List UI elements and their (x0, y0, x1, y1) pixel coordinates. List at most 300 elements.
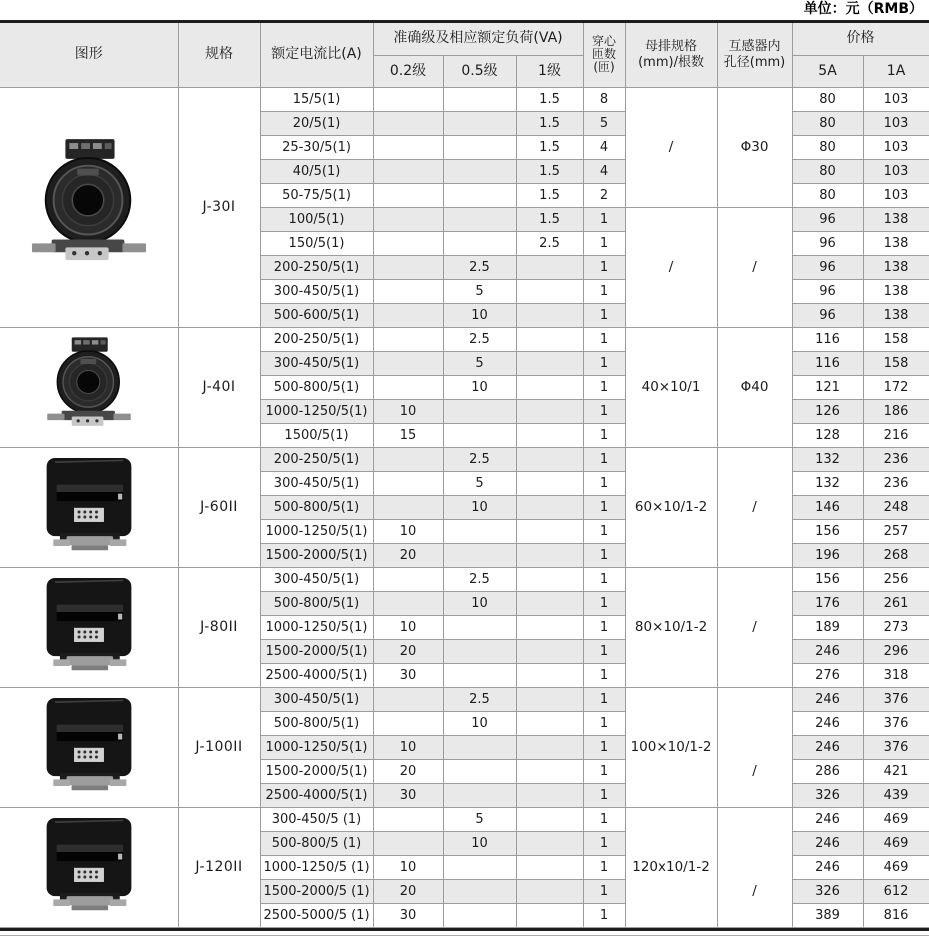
cell-price-5a: 246 (792, 639, 863, 663)
unit-note: 单位：元（RMB） (803, 1, 923, 17)
cell-price-1a: 138 (863, 303, 929, 327)
cell-class-0-2 (373, 591, 443, 615)
cell-price-1a: 138 (863, 231, 929, 255)
col-header-current-ratio: 额定电流比(A) (260, 23, 373, 87)
col-header-price: 价格 (792, 23, 929, 55)
cell-price-1a: 103 (863, 159, 929, 183)
cell-class-0-5 (443, 87, 516, 111)
cell-class-0-5 (443, 231, 516, 255)
cell-turns: 1 (583, 615, 625, 639)
cell-class-1 (516, 255, 583, 279)
col-header-class-0-2: 0.2级 (373, 55, 443, 87)
cell-price-5a: 286 (792, 759, 863, 783)
cell-turns: 1 (583, 567, 625, 591)
cell-class-0-2: 20 (373, 879, 443, 903)
cell-class-1 (516, 519, 583, 543)
cell-aperture: Φ40 (717, 327, 792, 447)
cell-class-0-5: 2.5 (443, 327, 516, 351)
cell-price-1a: 103 (863, 135, 929, 159)
cell-price-5a: 116 (792, 327, 863, 351)
cell-class-0-2 (373, 159, 443, 183)
cell-current-ratio: 500-600/5(1) (260, 303, 373, 327)
col-header-price-5a: 5A (792, 55, 863, 87)
cell-price-5a: 276 (792, 663, 863, 687)
cell-class-0-5: 2.5 (443, 567, 516, 591)
cell-current-ratio: 25-30/5(1) (260, 135, 373, 159)
cell-class-0-2 (373, 831, 443, 855)
cell-price-5a: 80 (792, 135, 863, 159)
cell-class-0-2 (373, 375, 443, 399)
cell-class-1 (516, 495, 583, 519)
cell-class-1: 1.5 (516, 207, 583, 231)
cell-class-1 (516, 735, 583, 759)
cell-class-0-2: 10 (373, 399, 443, 423)
cell-price-5a: 96 (792, 303, 863, 327)
cell-class-0-2 (373, 567, 443, 591)
cell-class-1 (516, 543, 583, 567)
cell-price-5a: 96 (792, 255, 863, 279)
cell-class-0-5 (443, 519, 516, 543)
cell-price-1a: 296 (863, 639, 929, 663)
col-header-image: 图形 (0, 23, 178, 87)
cell-turns: 1 (583, 447, 625, 471)
cell-price-5a: 126 (792, 399, 863, 423)
cell-price-5a: 121 (792, 375, 863, 399)
cell-class-1 (516, 711, 583, 735)
cell-current-ratio: 1500-2000/5(1) (260, 543, 373, 567)
cell-class-0-5 (443, 735, 516, 759)
cell-class-0-5 (443, 615, 516, 639)
cell-price-1a: 268 (863, 543, 929, 567)
cell-turns: 1 (583, 591, 625, 615)
cell-price-1a: 261 (863, 591, 929, 615)
cell-price-5a: 96 (792, 279, 863, 303)
product-price-table (0, 23, 929, 928)
cell-price-5a: 176 (792, 591, 863, 615)
col-header-spec: 规格 (178, 23, 260, 87)
cell-class-1 (516, 399, 583, 423)
cell-class-0-5 (443, 399, 516, 423)
cell-price-1a: 816 (863, 903, 929, 927)
cell-price-5a: 132 (792, 447, 863, 471)
spec-label: J-40I (178, 327, 260, 447)
cell-class-1 (516, 327, 583, 351)
cell-aperture: / (717, 567, 792, 687)
cell-aperture: Φ30 (717, 87, 792, 207)
product-photo-J-80II (0, 567, 178, 687)
cell-class-0-2 (373, 807, 443, 831)
cell-class-0-5: 10 (443, 375, 516, 399)
col-header-busbar: 母排规格 (mm)/根数 (625, 23, 717, 87)
cell-current-ratio: 200-250/5(1) (260, 327, 373, 351)
cell-class-0-2: 30 (373, 903, 443, 927)
cell-class-1 (516, 903, 583, 927)
cell-price-1a: 172 (863, 375, 929, 399)
cell-price-5a: 189 (792, 615, 863, 639)
cell-class-0-5: 10 (443, 591, 516, 615)
cell-price-1a: 248 (863, 495, 929, 519)
cell-price-1a: 103 (863, 111, 929, 135)
cell-turns: 1 (583, 207, 625, 231)
cell-price-1a: 469 (863, 831, 929, 855)
cell-class-0-5 (443, 111, 516, 135)
cell-class-0-5 (443, 423, 516, 447)
cell-busbar-spec: / (625, 207, 717, 327)
cell-price-5a: 246 (792, 711, 863, 735)
cell-class-0-5: 5 (443, 471, 516, 495)
cell-class-0-5 (443, 639, 516, 663)
cell-turns: 4 (583, 135, 625, 159)
header-row-1 (0, 23, 929, 55)
cell-price-5a: 96 (792, 231, 863, 255)
cell-price-1a: 186 (863, 399, 929, 423)
cell-turns: 1 (583, 471, 625, 495)
cell-current-ratio: 15/5(1) (260, 87, 373, 111)
cell-price-1a: 318 (863, 663, 929, 687)
cell-turns: 1 (583, 663, 625, 687)
cell-current-ratio: 100/5(1) (260, 207, 373, 231)
cell-class-0-5 (443, 903, 516, 927)
cell-current-ratio: 2500-4000/5(1) (260, 783, 373, 807)
cell-class-0-5 (443, 135, 516, 159)
spec-label: J-100II (178, 687, 260, 807)
cell-class-0-5: 2.5 (443, 687, 516, 711)
cell-current-ratio: 200-250/5(1) (260, 255, 373, 279)
cell-class-0-2: 15 (373, 423, 443, 447)
cell-current-ratio: 200-250/5(1) (260, 447, 373, 471)
cell-class-1: 1.5 (516, 111, 583, 135)
cell-turns: 1 (583, 711, 625, 735)
col-header-price-1a: 1A (863, 55, 929, 87)
table-row (0, 807, 929, 831)
transformer-photo-square (33, 693, 145, 801)
cell-class-1 (516, 663, 583, 687)
cell-class-0-2: 20 (373, 543, 443, 567)
cell-price-1a: 257 (863, 519, 929, 543)
cell-class-1 (516, 615, 583, 639)
cell-class-1 (516, 471, 583, 495)
cell-class-0-2 (373, 687, 443, 711)
cell-class-1 (516, 375, 583, 399)
cell-price-1a: 612 (863, 879, 929, 903)
cell-class-1 (516, 423, 583, 447)
cell-current-ratio: 1500-2000/5 (1) (260, 879, 373, 903)
cell-class-0-5: 5 (443, 807, 516, 831)
cell-price-5a: 80 (792, 159, 863, 183)
cell-class-1 (516, 879, 583, 903)
cell-price-5a: 80 (792, 87, 863, 111)
cell-price-5a: 156 (792, 519, 863, 543)
cell-class-1 (516, 591, 583, 615)
cell-class-1: 1.5 (516, 135, 583, 159)
cell-class-1 (516, 639, 583, 663)
col-header-class-0-5: 0.5级 (443, 55, 516, 87)
cell-current-ratio: 1500-2000/5(1) (260, 639, 373, 663)
cell-current-ratio: 2500-5000/5 (1) (260, 903, 373, 927)
cell-current-ratio: 1000-1250/5(1) (260, 519, 373, 543)
cell-turns: 8 (583, 87, 625, 111)
cell-turns: 1 (583, 279, 625, 303)
cell-class-0-2 (373, 471, 443, 495)
cell-current-ratio: 300-450/5(1) (260, 471, 373, 495)
cell-class-0-2 (373, 303, 443, 327)
table-row (0, 447, 929, 471)
cell-class-1 (516, 447, 583, 471)
cell-class-0-2: 20 (373, 639, 443, 663)
cell-aperture: / (717, 687, 792, 807)
cell-price-5a: 80 (792, 183, 863, 207)
cell-current-ratio: 2500-4000/5(1) (260, 663, 373, 687)
cell-class-0-5 (443, 183, 516, 207)
cell-class-0-2: 10 (373, 735, 443, 759)
cell-turns: 1 (583, 423, 625, 447)
cell-class-0-2: 10 (373, 615, 443, 639)
cell-turns: 1 (583, 879, 625, 903)
cell-price-5a: 196 (792, 543, 863, 567)
cell-price-1a: 469 (863, 807, 929, 831)
cell-current-ratio: 300-450/5(1) (260, 567, 373, 591)
cell-price-5a: 246 (792, 807, 863, 831)
cell-price-5a: 146 (792, 495, 863, 519)
product-photo-J-120II (0, 807, 178, 927)
cell-current-ratio: 300-450/5(1) (260, 687, 373, 711)
cell-class-1: 1.5 (516, 183, 583, 207)
cell-class-0-5: 10 (443, 831, 516, 855)
cell-current-ratio: 1000-1250/5(1) (260, 615, 373, 639)
cell-class-0-2 (373, 111, 443, 135)
cell-busbar-spec: 120x10/1-2 (625, 807, 717, 927)
cell-busbar-spec: 80×10/1-2 (625, 567, 717, 687)
cell-current-ratio: 1000-1250/5 (1) (260, 855, 373, 879)
col-header-class-1: 1级 (516, 55, 583, 87)
cell-current-ratio: 40/5(1) (260, 159, 373, 183)
cell-price-1a: 439 (863, 783, 929, 807)
cell-price-5a: 156 (792, 567, 863, 591)
cell-price-5a: 116 (792, 351, 863, 375)
table-body (0, 87, 929, 927)
cell-turns: 1 (583, 639, 625, 663)
cell-current-ratio: 1000-1250/5(1) (260, 399, 373, 423)
table-row (0, 327, 929, 351)
transformer-photo-square (33, 573, 145, 681)
cell-price-1a: 103 (863, 87, 929, 111)
page-bottom-rule (0, 935, 929, 936)
cell-turns: 1 (583, 807, 625, 831)
cell-current-ratio: 150/5(1) (260, 231, 373, 255)
cell-class-0-2 (373, 183, 443, 207)
cell-class-0-2 (373, 351, 443, 375)
cell-busbar-spec: / (625, 87, 717, 207)
cell-class-1: 1.5 (516, 159, 583, 183)
cell-class-0-5 (443, 159, 516, 183)
cell-class-0-5 (443, 783, 516, 807)
cell-class-0-5 (443, 543, 516, 567)
cell-price-1a: 138 (863, 207, 929, 231)
cell-current-ratio: 300-450/5(1) (260, 279, 373, 303)
table-row (0, 87, 929, 111)
cell-turns: 1 (583, 735, 625, 759)
cell-price-1a: 103 (863, 183, 929, 207)
cell-price-1a: 421 (863, 759, 929, 783)
cell-class-0-5 (443, 855, 516, 879)
cell-price-5a: 326 (792, 783, 863, 807)
cell-turns: 1 (583, 351, 625, 375)
cell-price-1a: 273 (863, 615, 929, 639)
cell-class-0-2 (373, 447, 443, 471)
spec-label: J-60II (178, 447, 260, 567)
cell-class-1 (516, 279, 583, 303)
cell-class-0-5 (443, 879, 516, 903)
cell-class-1: 1.5 (516, 87, 583, 111)
cell-class-0-2: 30 (373, 663, 443, 687)
spec-label: J-120II (178, 807, 260, 927)
product-photo-J-30I (0, 87, 178, 327)
cell-class-0-2 (373, 87, 443, 111)
cell-class-0-5 (443, 759, 516, 783)
cell-price-5a: 246 (792, 687, 863, 711)
cell-class-0-2 (373, 255, 443, 279)
table-row (0, 567, 929, 591)
cell-turns: 1 (583, 903, 625, 927)
cell-current-ratio: 500-800/5(1) (260, 495, 373, 519)
cell-current-ratio: 300-450/5(1) (260, 351, 373, 375)
cell-class-0-5: 10 (443, 711, 516, 735)
table-row (0, 687, 929, 711)
cell-price-5a: 246 (792, 735, 863, 759)
cell-class-1 (516, 759, 583, 783)
cell-price-1a: 256 (863, 567, 929, 591)
cell-class-0-2: 30 (373, 783, 443, 807)
table-header (0, 23, 929, 87)
product-photo-J-60II (0, 447, 178, 567)
cell-turns: 1 (583, 255, 625, 279)
cell-turns: 1 (583, 783, 625, 807)
cell-turns: 1 (583, 399, 625, 423)
cell-class-0-5: 2.5 (443, 447, 516, 471)
cell-price-5a: 246 (792, 855, 863, 879)
cell-turns: 1 (583, 519, 625, 543)
table-frame (0, 20, 929, 931)
cell-class-0-2 (373, 231, 443, 255)
cell-class-1 (516, 831, 583, 855)
cell-current-ratio: 500-800/5(1) (260, 591, 373, 615)
cell-price-1a: 158 (863, 351, 929, 375)
cell-price-5a: 96 (792, 207, 863, 231)
cell-class-1 (516, 783, 583, 807)
cell-price-5a: 80 (792, 111, 863, 135)
cell-class-0-5: 5 (443, 279, 516, 303)
cell-class-1 (516, 807, 583, 831)
cell-price-5a: 389 (792, 903, 863, 927)
col-header-turns: 穿心 匝数 (匝) (583, 23, 625, 87)
cell-price-5a: 246 (792, 831, 863, 855)
cell-class-0-5: 5 (443, 351, 516, 375)
cell-price-1a: 376 (863, 711, 929, 735)
cell-price-1a: 376 (863, 687, 929, 711)
cell-aperture: / (717, 207, 792, 327)
cell-price-5a: 128 (792, 423, 863, 447)
cell-current-ratio: 20/5(1) (260, 111, 373, 135)
cell-class-0-2: 10 (373, 855, 443, 879)
cell-turns: 1 (583, 687, 625, 711)
cell-class-1 (516, 855, 583, 879)
cell-turns: 1 (583, 759, 625, 783)
cell-price-5a: 132 (792, 471, 863, 495)
transformer-photo-round (30, 133, 148, 281)
cell-current-ratio: 500-800/5(1) (260, 375, 373, 399)
cell-class-1 (516, 687, 583, 711)
cell-price-1a: 216 (863, 423, 929, 447)
cell-busbar-spec: 100×10/1-2 (625, 687, 717, 807)
cell-class-0-2 (373, 495, 443, 519)
cell-turns: 1 (583, 543, 625, 567)
cell-class-0-2: 20 (373, 759, 443, 783)
transformer-photo-round (45, 333, 133, 441)
cell-turns: 4 (583, 159, 625, 183)
cell-class-1 (516, 567, 583, 591)
cell-current-ratio: 1500/5(1) (260, 423, 373, 447)
cell-class-0-2 (373, 207, 443, 231)
cell-busbar-spec: 40×10/1 (625, 327, 717, 447)
cell-aperture: / (717, 807, 792, 927)
cell-price-1a: 236 (863, 471, 929, 495)
cell-turns: 1 (583, 495, 625, 519)
cell-class-0-2 (373, 279, 443, 303)
cell-turns: 5 (583, 111, 625, 135)
cell-class-0-2: 10 (373, 519, 443, 543)
cell-price-1a: 158 (863, 327, 929, 351)
product-photo-J-40I (0, 327, 178, 447)
cell-price-1a: 469 (863, 855, 929, 879)
cell-class-0-5: 2.5 (443, 255, 516, 279)
cell-turns: 1 (583, 855, 625, 879)
cell-price-1a: 138 (863, 255, 929, 279)
cell-busbar-spec: 60×10/1-2 (625, 447, 717, 567)
cell-class-1: 2.5 (516, 231, 583, 255)
cell-price-5a: 326 (792, 879, 863, 903)
cell-aperture: / (717, 447, 792, 567)
cell-turns: 2 (583, 183, 625, 207)
cell-current-ratio: 1000-1250/5(1) (260, 735, 373, 759)
cell-current-ratio: 500-800/5 (1) (260, 831, 373, 855)
cell-current-ratio: 300-450/5 (1) (260, 807, 373, 831)
cell-price-1a: 376 (863, 735, 929, 759)
col-header-accuracy-group: 准确级及相应额定负荷(VA) (373, 23, 583, 55)
product-photo-J-100II (0, 687, 178, 807)
cell-current-ratio: 500-800/5(1) (260, 711, 373, 735)
cell-class-1 (516, 303, 583, 327)
cell-price-1a: 138 (863, 279, 929, 303)
cell-turns: 1 (583, 231, 625, 255)
cell-class-0-2 (373, 327, 443, 351)
transformer-photo-square (33, 813, 145, 921)
col-header-aperture: 互感器内 孔径(mm) (717, 23, 792, 87)
cell-current-ratio: 1500-2000/5(1) (260, 759, 373, 783)
cell-class-1 (516, 351, 583, 375)
cell-class-0-5 (443, 663, 516, 687)
cell-current-ratio: 50-75/5(1) (260, 183, 373, 207)
cell-turns: 1 (583, 375, 625, 399)
cell-class-0-5 (443, 207, 516, 231)
cell-class-0-5: 10 (443, 495, 516, 519)
cell-turns: 1 (583, 831, 625, 855)
cell-price-1a: 236 (863, 447, 929, 471)
cell-turns: 1 (583, 327, 625, 351)
spec-label: J-80II (178, 567, 260, 687)
cell-class-0-2 (373, 135, 443, 159)
cell-class-0-5: 10 (443, 303, 516, 327)
transformer-photo-square (33, 453, 145, 561)
